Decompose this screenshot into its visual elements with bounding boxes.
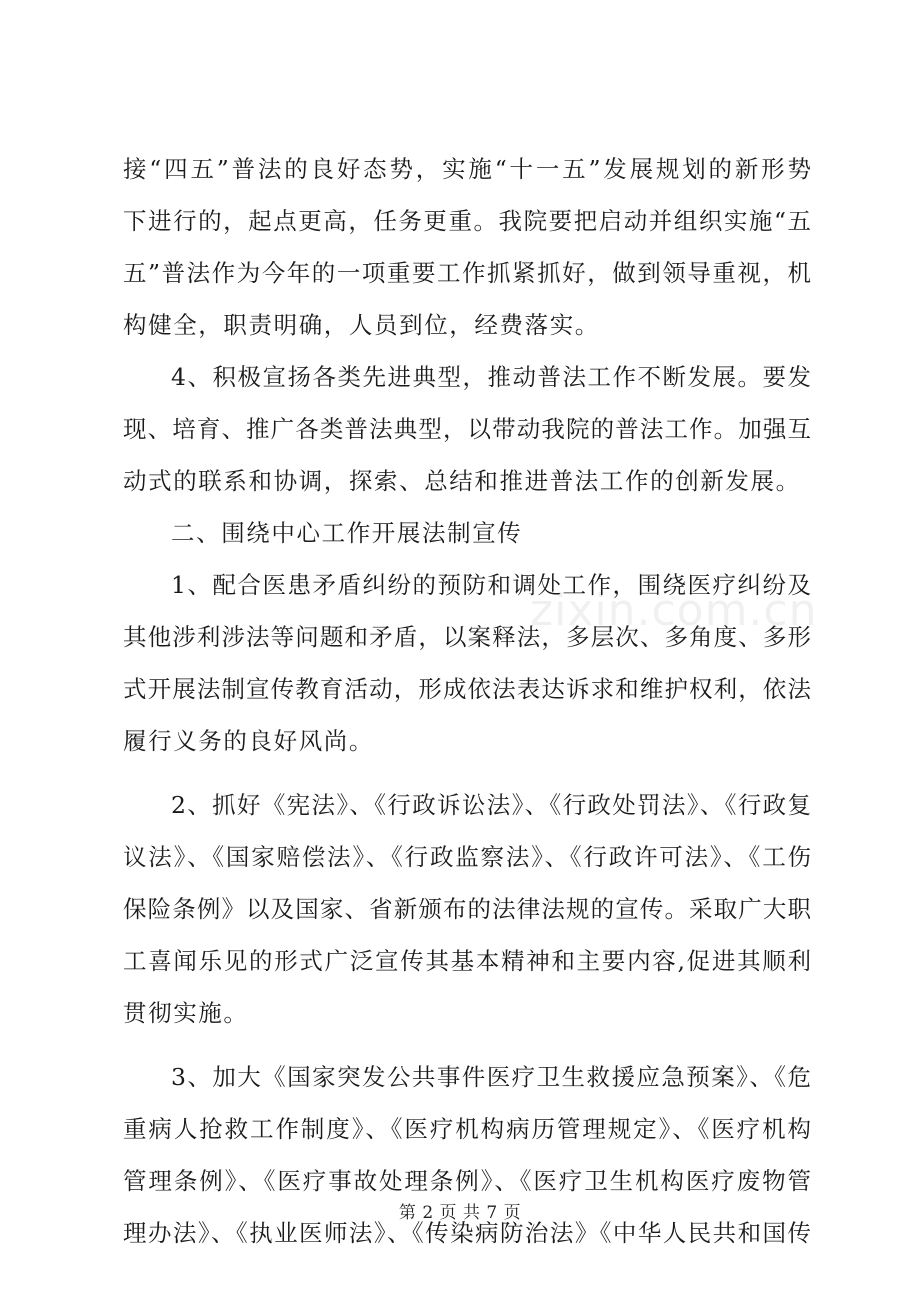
text-line: 接“四五”普法的良好态势，实施“十一五”发展规划的新形势 [123, 155, 811, 183]
paragraph [123, 559, 811, 767]
text-line: 3、加大《国家突发公共事件医疗卫生救援应急预案》、《危 [171, 1063, 811, 1091]
text-line: 下进行的，起点更高，任务更重。我院要把启动并组织实施“五 [123, 207, 811, 235]
text-line: 构健全，职责明确，人员到位，经费落实。 [123, 311, 600, 339]
text-line: 二、围绕中心工作开展法制宣传 [171, 519, 523, 547]
text-line: 1、配合医患矛盾纠纷的预防和调处工作，围绕医疗纠纷及 [171, 571, 811, 599]
paragraph [123, 351, 811, 507]
paragraph [123, 1051, 811, 1259]
text-line: 式开展法制宣传教育活动，形成依法表达诉求和维护权利，依法 [123, 675, 811, 703]
text-line: 其他涉利涉法等问题和矛盾，以案释法，多层次、多角度、多形 [123, 623, 811, 651]
watermark-text: zixin.com.cn [530, 585, 818, 636]
text-line: 工喜闻乐见的形式广泛宣传其基本精神和主要内容,促进其顺利 [123, 947, 811, 975]
text-line: 管理条例》、《医疗事故处理条例》、《医疗卫生机构医疗废物管 [123, 1167, 811, 1195]
text-line: 五”普法作为今年的一项重要工作抓紧抓好，做到领导重视，机 [123, 259, 811, 287]
text-line: 2、抓好《宪法》、《行政诉讼法》、《行政处罚法》、《行政复 [171, 791, 811, 819]
text-line: 贯彻实施。 [123, 999, 249, 1027]
text-line: 4、积极宣扬各类先进典型，推动普法工作不断发展。要发 [171, 363, 811, 391]
text-line: 议法》、《国家赔偿法》、《行政监察法》、《行政许可法》、《工伤 [123, 843, 811, 871]
paragraph [123, 779, 811, 1039]
text-line: 履行义务的良好风尚。 [123, 727, 374, 755]
document-body [123, 143, 811, 1259]
paragraph [123, 143, 811, 351]
text-line: 重病人抢救工作制度》、《医疗机构病历管理规定》、《医疗机构 [123, 1115, 811, 1143]
text-line: 保险条例》以及国家、省新颁布的法律法规的宣传。采取广大职 [123, 895, 811, 923]
text-line: 理办法》、《执业医师法》、《传染病防治法》《中华人民共和国传 [123, 1219, 811, 1247]
text-line: 现、培育、推广各类普法典型，以带动我院的普法工作。加强互 [123, 415, 811, 443]
section-heading [123, 507, 811, 559]
text-line: 动式的联系和协调，探索、总结和推进普法工作的创新发展。 [123, 467, 801, 495]
page-number-footer: 第 2 页 共 7 页 [398, 1203, 522, 1223]
